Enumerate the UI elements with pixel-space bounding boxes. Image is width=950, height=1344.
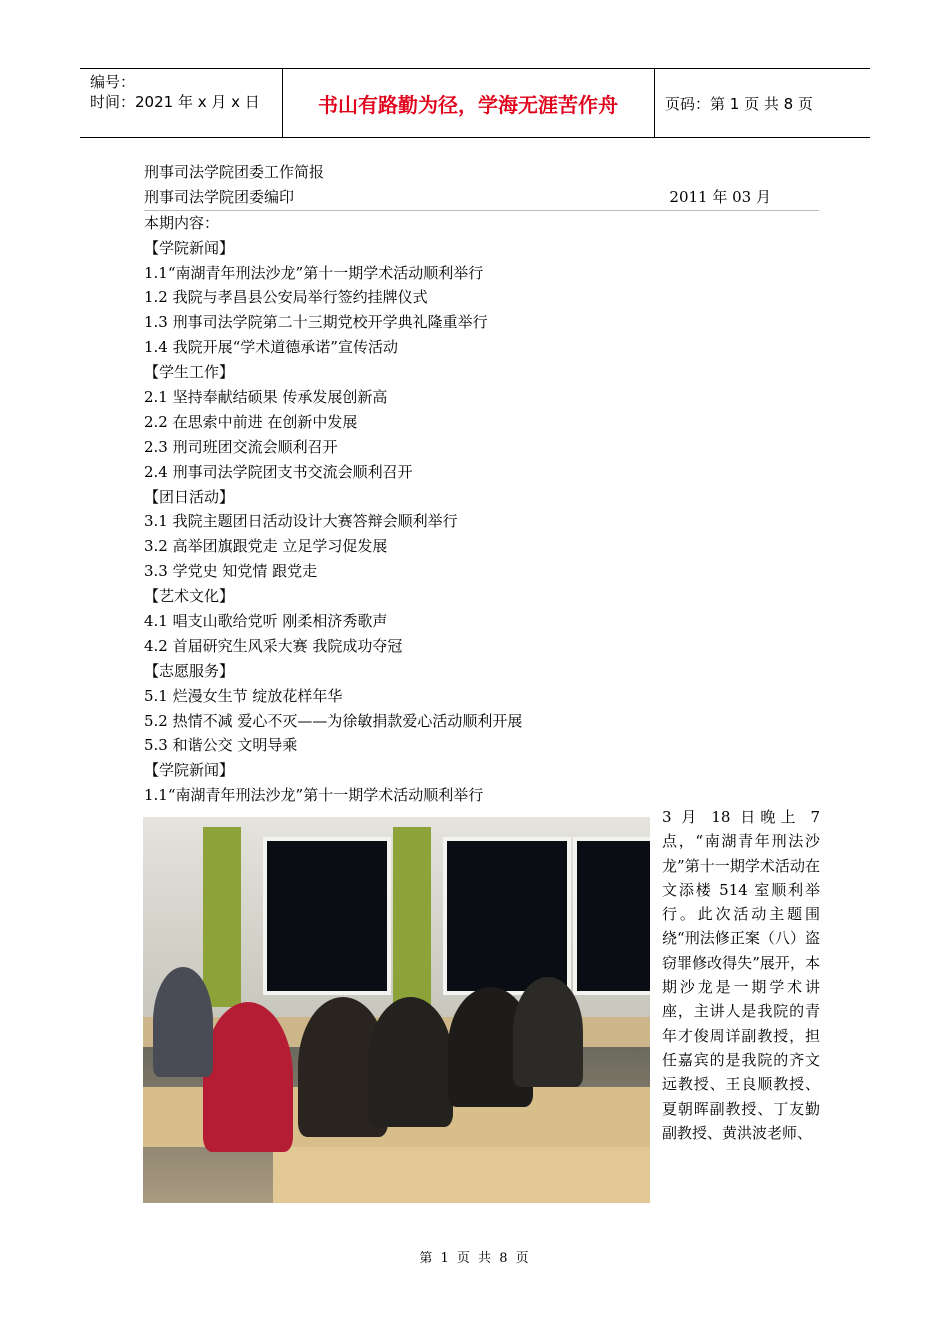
photo-window [573, 837, 650, 995]
toc-line: 4.2 首届研究生风采大赛 我院成功夺冠 [144, 636, 403, 655]
photo-window [443, 837, 571, 995]
time-label: 时间：2021 年 x 月 x 日 [90, 93, 260, 111]
photo-window [263, 837, 391, 995]
document-header [80, 68, 870, 138]
photo-person [513, 977, 583, 1087]
header-page-info: 页码：第 1 页 共 8 页 [665, 95, 813, 113]
doc-title: 刑事司法学院团委工作简报 [144, 163, 325, 181]
section-heading: 【学院新闻】 [144, 761, 235, 780]
toc-heading: 本期内容： [144, 213, 220, 232]
toc-line: 5.2 热情不减 爱心不灭——为徐敏捐款爱心活动顺利开展 [144, 711, 523, 730]
photo-desk [273, 1147, 650, 1203]
header-divider [654, 69, 655, 137]
toc-line: 1.1“南湖青年刑法沙龙”第十一期学术活动顺利举行 [144, 263, 484, 282]
toc-line: 4.1 唱支山歌给党听 刚柔相济秀歌声 [144, 612, 388, 631]
doc-date: 2011 年 03 月 [669, 187, 771, 206]
article-body: 3 月 18 日晚上 7 点，“南湖青年刑法沙龙”第十一期学术活动在文添楼 514 室顺利举行。此次活动主题围绕“刑法修正案（八）盗窃罪修改得失”展开，本期沙龙是一期学术讲座，主讲人是我院的青年才俊周详副教授，担任嘉宾的是我院的齐文远教授、王良顺教授、夏朝晖副教授、丁友勤副教授、黄洪波老师、 [662, 808, 820, 1142]
doc-editor: 刑事司法学院团委编印 [144, 187, 295, 206]
toc-line: 2.2 在思索中前进 在创新中发展 [144, 412, 358, 431]
toc-line: 3.2 高举团旗跟党走 立足学习促发展 [144, 537, 388, 556]
event-photo [143, 817, 650, 1203]
toc-line: 【学院新闻】 [144, 238, 235, 257]
photo-person [203, 1002, 293, 1152]
document-body [144, 160, 819, 808]
toc-line: 5.3 和谐公交 文明导乘 [144, 736, 298, 755]
photo-curtain [393, 827, 431, 1007]
toc-line: 【学生工作】 [144, 363, 235, 382]
toc-line: 2.1 坚持奉献结硕果 传承发展创新高 [144, 388, 388, 407]
toc-line: 1.2 我院与孝昌县公安局举行签约挂牌仪式 [144, 288, 428, 307]
photo-person [368, 997, 453, 1127]
number-label: 编号： [90, 73, 136, 91]
photo-curtain [203, 827, 241, 1007]
toc-line: 1.3 刑事司法学院第二十三期党校开学典礼隆重举行 [144, 313, 488, 332]
toc-line: 1.4 我院开展“学术道德承诺”宣传活动 [144, 338, 398, 357]
doc-subheader [144, 185, 819, 211]
toc-line: 3.3 学党史 知党情 跟党走 [144, 562, 318, 581]
header-meta [90, 72, 260, 112]
toc-line: 2.3 刑司班团交流会顺利召开 [144, 437, 338, 456]
toc-line: 5.1 烂漫女生节 绽放花样年华 [144, 686, 343, 705]
article-title: 1.1“南湖青年刑法沙龙”第十一期学术活动顺利举行 [144, 786, 484, 805]
photo-person [153, 967, 213, 1077]
toc-line: 3.1 我院主题团日活动设计大赛答辩会顺利举行 [144, 512, 458, 531]
page-footer: 第 1 页 共 8 页 [419, 1251, 531, 1266]
toc-line: 【志愿服务】 [144, 661, 235, 680]
header-motto: 书山有路勤为径，学海无涯苦作舟 [318, 92, 618, 117]
toc-line: 【艺术文化】 [144, 587, 235, 606]
toc-line: 【团日活动】 [144, 487, 235, 506]
toc-line: 2.4 刑事司法学院团支书交流会顺利召开 [144, 462, 413, 481]
